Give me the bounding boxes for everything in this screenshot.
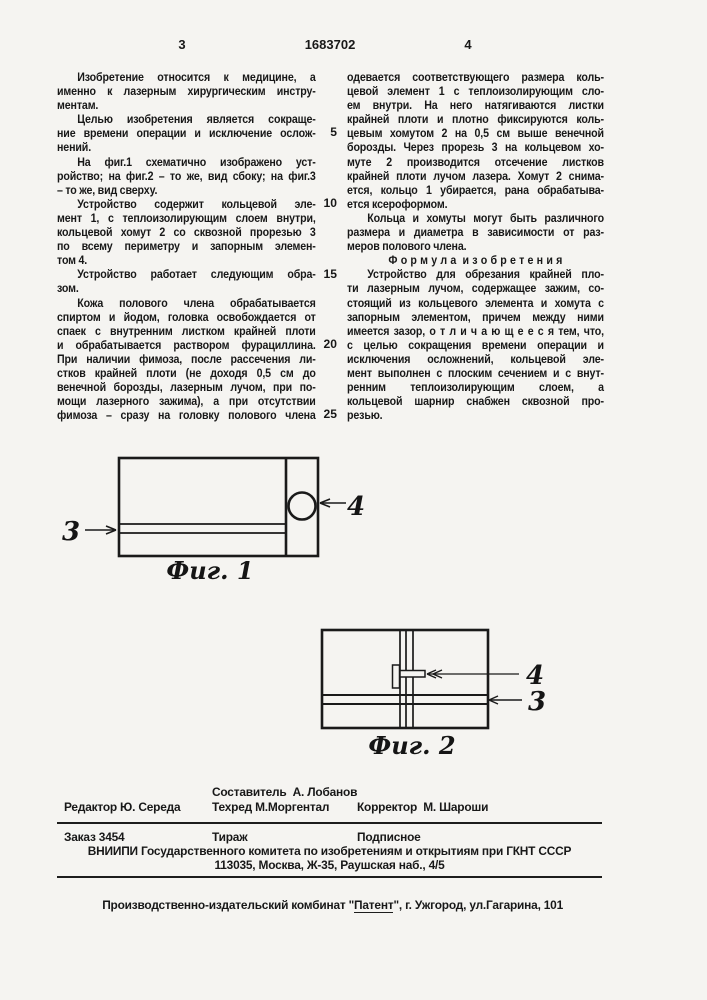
- text-line: резью.: [347, 408, 383, 423]
- text-line: мент 1, с теплоизолирующим слоем внутри,: [57, 210, 316, 225]
- text-line: ние времени операции и исключение ослож-: [57, 126, 316, 141]
- footer-podpisnoe: Подписное: [357, 830, 421, 844]
- text-line: исключения осложнений, кольцевой эле-: [347, 351, 604, 366]
- claims-heading: Ф о р м у л а и з о б р е т е н и я: [388, 253, 563, 268]
- text-line: муте 2 производится отсечение листков: [347, 154, 604, 169]
- text-line: ренним теплоизолирующим слоем, а: [347, 380, 604, 395]
- footer-corrector: Корректор М. Шароши: [357, 800, 489, 814]
- fig2-caption: Фиг. 2: [368, 731, 456, 760]
- footer-compiler: Составитель А. Лобанов: [212, 785, 358, 799]
- fig2-label-4: 4: [525, 661, 545, 691]
- text-line: по всему периметру и запорным элемен-: [57, 239, 316, 254]
- fig1-label-4: 4: [346, 492, 366, 522]
- footer-organization: ВНИИПИ Государственного комитета по изобретениям и открытиям при ГКНТ СССР: [87, 844, 572, 858]
- text-line: с целью сокращения времени операции и: [347, 337, 604, 352]
- text-line: Кожа полового члена обрабатывается: [77, 295, 316, 310]
- page-number-left: 3: [178, 37, 186, 52]
- line-number: 20: [323, 337, 337, 351]
- text-line: ментам.: [57, 98, 99, 113]
- text-line: запорным элементом, причем между ними: [347, 309, 604, 324]
- text-line: венечной борозды, лазерным лучом, при по-: [57, 380, 316, 395]
- text-line: имеется зазор, о т л и ч а ю щ е е с я тем, что,: [347, 323, 604, 338]
- text-line: Устройство содержит кольцевой эле-: [77, 196, 316, 211]
- text-line: и обрабатывается раствором фурациллина.: [57, 337, 316, 352]
- text-line: ройство; на фиг.2 – то же, вид сбоку; на фиг.3: [57, 168, 316, 183]
- text-line: При наличии фимоза, после рассечения ли-: [57, 351, 316, 366]
- text-line: цевым хомутом 2 на 0,5 см выше венечной: [347, 126, 604, 141]
- text-line: ти лазерным лучом, содержащее зажим, со-: [347, 281, 604, 296]
- footer-order: Заказ 3454: [64, 830, 125, 844]
- text-line: именно к лазерным хирургическим инстру-: [57, 84, 316, 99]
- text-line: меров полового члена.: [347, 239, 467, 254]
- text-line: размера и диаметра в зависимости от раз-: [347, 225, 604, 240]
- footer-address: 113035, Москва, Ж-35, Раушская наб., 4/5: [214, 858, 445, 872]
- line-number: 15: [323, 267, 337, 281]
- patent-number: 1683702: [304, 37, 356, 52]
- text-line: кольцевой хомут 2 со сквозной прорезью 3: [57, 225, 316, 240]
- text-line: борозды. Через прорезь 3 на кольцевом хо-: [347, 140, 604, 155]
- text-line: стков крайней плоти (не доходя 0,5 см до: [57, 365, 316, 380]
- text-line: стоящий из кольцевого элемента и хомута с: [347, 295, 604, 310]
- text-line: ется ксероформом.: [347, 196, 448, 211]
- text-line: кольцевой шарнир снабжен сквозной про-: [347, 394, 604, 409]
- fig2-bracket: [393, 665, 400, 688]
- fig2-latch: [400, 671, 425, 678]
- figure-1-drawing: [55, 448, 375, 598]
- text-line: спиртом и йодом, головка освобождается от: [57, 309, 316, 324]
- text-line: На фиг.1 схематично изображено уст-: [77, 154, 316, 169]
- text-line: мощи лазерного зажима), а при отсутствии: [57, 394, 316, 409]
- footer-editor: Редактор Ю. Середа: [64, 800, 181, 814]
- text-line: том 4.: [57, 253, 88, 268]
- text-line: фимоза – сразу на головку полового члена: [57, 408, 316, 423]
- line-number: 5: [330, 125, 337, 139]
- footer-plant-pre: Производственно-издательский комбинат ": [102, 898, 355, 912]
- text-line: Кольца и хомуты могут быть различного: [367, 210, 604, 225]
- right-column: [347, 70, 604, 422]
- text-line: Целью изобретения является сокраще-: [77, 112, 316, 127]
- text-line: Устройство работает следующим обра-: [77, 267, 316, 282]
- footer-divider: [57, 876, 602, 878]
- text-line: ем внутри. На него натягиваются листки: [347, 98, 604, 113]
- footer-plant-name: Патент: [354, 898, 394, 912]
- fig1-caption: Фиг. 1: [166, 556, 254, 585]
- footer-techred: Техред М.Моргентал: [212, 800, 330, 814]
- text-line: крайней плоти лучом лазера. Хомут 2 снима-: [347, 168, 604, 183]
- page-number-right: 4: [464, 37, 472, 52]
- text-line: спаек с внутренним листком крайней плоти: [57, 323, 316, 338]
- text-line: мент выполнен с плоским сечением и с внут-: [347, 365, 604, 380]
- footer-plant-line: [57, 884, 602, 912]
- left-column: [57, 70, 316, 422]
- fig1-label-3: 3: [61, 517, 81, 547]
- fig2-label-3: 3: [527, 687, 547, 717]
- text-line: – то же, вид сверху.: [57, 182, 158, 197]
- figure-2-drawing: [295, 618, 595, 773]
- fig2-body: [322, 630, 488, 728]
- footer-plant-post: ", г. Ужгород, ул.Гагарина, 101: [393, 898, 564, 912]
- text-line: зом.: [57, 281, 79, 296]
- fig1-lock-circle: [289, 493, 316, 520]
- footer-tirazh: Тираж: [212, 830, 248, 844]
- text-line: ется, кольцо 1 убирается, рана обрабатыва-: [347, 182, 604, 197]
- fig2-arrow-3: [489, 696, 522, 704]
- fig1-arrow-4: [320, 499, 346, 507]
- line-number: 25: [323, 407, 337, 421]
- text-line: нений.: [57, 140, 92, 155]
- text-line: Устройство для обрезания крайней пло-: [367, 267, 604, 282]
- footer-divider: [57, 822, 602, 824]
- text-line: Изобретение относится к медицине, а: [77, 70, 316, 84]
- fig1-arrow-3: [85, 526, 116, 534]
- text-line: одевается соответствующего размера коль-: [347, 70, 604, 84]
- text-line: крайней плоти и плотно фиксируются коль-: [347, 112, 604, 127]
- fig2-arrow-4: [427, 670, 519, 678]
- text-line: цевой элемент 1 с теплоизолирующим сло-: [347, 84, 604, 99]
- line-number: 10: [323, 196, 337, 210]
